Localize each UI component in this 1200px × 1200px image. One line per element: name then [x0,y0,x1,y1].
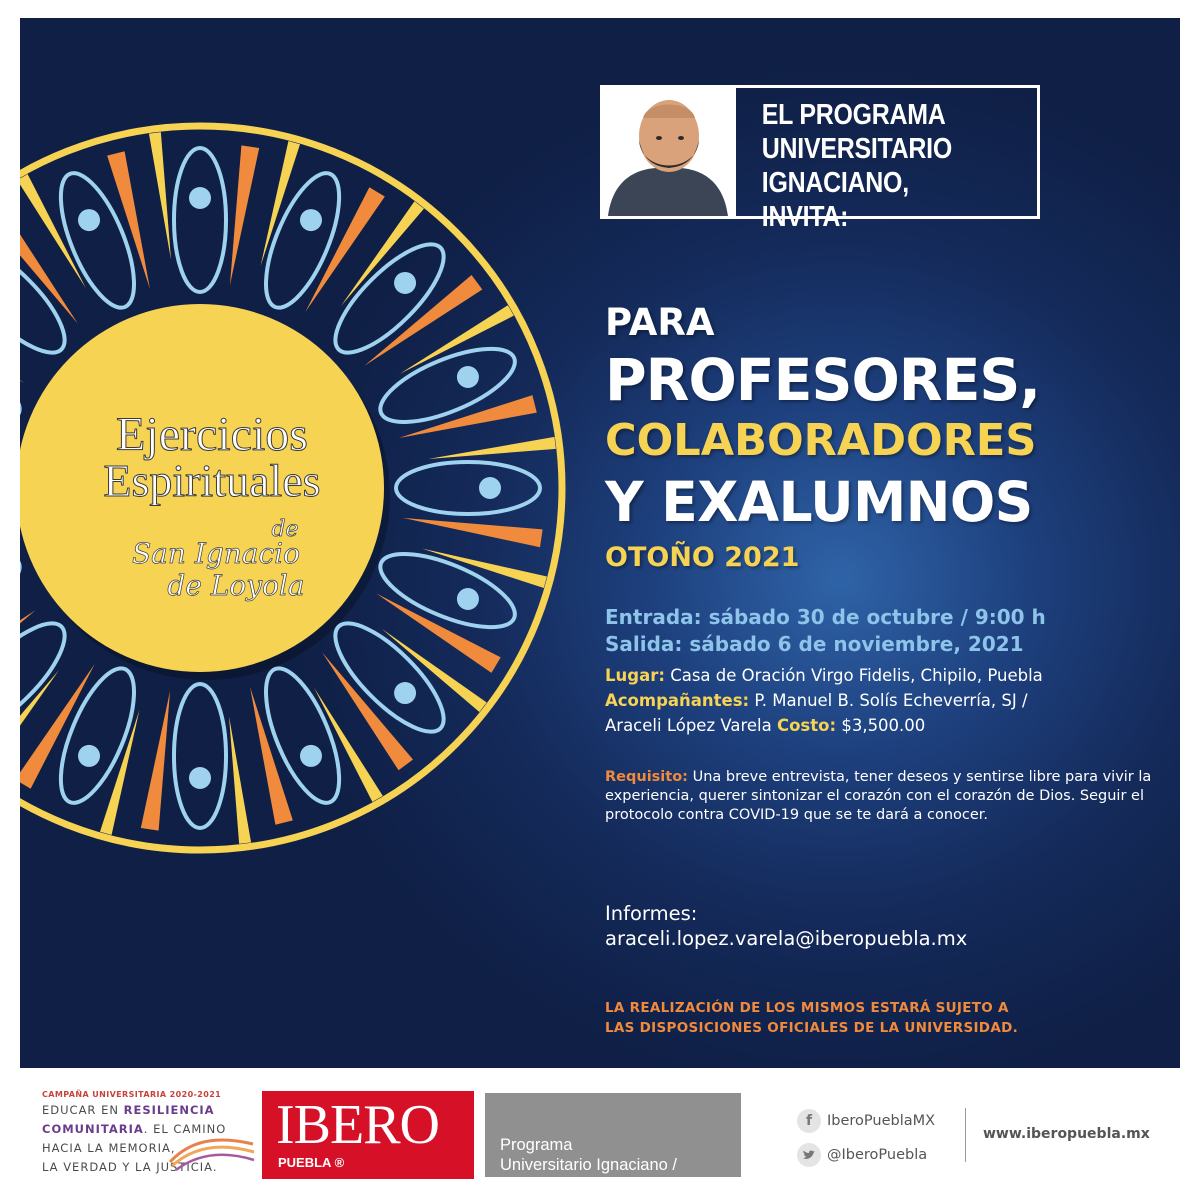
campaign-l2a: COMUNITARIA [42,1122,144,1136]
mandala-dot [479,477,501,499]
contact-email[interactable]: araceli.lopez.varela@iberopuebla.mx [605,927,968,950]
mandala-title-line4: San Ignacio [131,537,301,570]
acompanantes-value: P. Manuel B. Solís Echeverría, SJ / [749,691,1028,710]
acompanantes-label: Acompañantes: [605,691,750,710]
mandala-spike [376,593,501,673]
salida-date: Salida: sábado 6 de noviembre, 2021 [605,632,1024,656]
mandala-spike [229,716,251,844]
mandala-dot [394,682,416,704]
costo-value: $3,500.00 [836,716,926,735]
event-details [605,663,1165,738]
ibero-word: IBERO [276,1094,439,1156]
facebook-link[interactable] [797,1104,935,1138]
mandala-leaf [20,334,29,437]
san-ignacio-portrait-icon [603,88,736,216]
mandala-spike [20,174,86,288]
notice-line-2: LAS DISPOSICIONES OFICIALES DE LA UNIVERSIDAD. [605,1020,1018,1036]
contact-label: Informes: [605,902,698,925]
mandala-spike [149,132,171,260]
ibero-sub: PUEBLA ® [278,1155,345,1170]
event-poster [20,18,1180,1068]
ibero-logo[interactable] [262,1091,474,1179]
campaign-small: CAMPAÑA UNIVERSITARIA 2020-2021 [42,1090,222,1099]
mandala-leaf [396,462,540,514]
mandala-title-line5: de Loyola [167,569,305,602]
headline-para: PARA [605,301,715,344]
campaign-l2b: . EL CAMINO [143,1122,227,1136]
footer [0,1070,1200,1200]
event-schedule [605,604,1165,658]
footer-divider [965,1108,966,1162]
program-box [485,1093,741,1177]
headline-profesores: PROFESORES, [605,346,1041,414]
campaign-l1b: RESILIENCIA [123,1103,215,1117]
facebook-handle: IberoPueblaMX [827,1113,936,1129]
mandala-spike [20,610,35,701]
swirl-icon [168,1132,258,1172]
campaign-l1a: EDUCAR EN [42,1103,124,1117]
twitter-link[interactable] [797,1138,935,1172]
lugar-label: Lugar: [605,666,665,685]
mandala-leaf [20,608,80,747]
mandala-spike [20,664,95,789]
website-link[interactable]: www.iberopuebla.mx [983,1126,1150,1142]
mandala-dot [189,187,211,209]
headline-colaboradores: COLABORADORES [605,415,1037,466]
mandala-spike [107,151,150,289]
campaign-l4: LA VERDAD Y LA JUSTICIA. [42,1160,218,1174]
mandala-spike [305,187,385,312]
acompanantes-value-2: Araceli López Varela [605,716,777,735]
mandala-dot [189,767,211,789]
mandala-dot [78,745,100,767]
mandala-leaf [174,684,226,828]
program-line-1: Programa [500,1136,573,1154]
requirement [605,768,1155,825]
mandala-title-line3: de [271,517,299,542]
costo-label: Costo: [776,716,837,735]
invite-text [736,88,995,233]
headline-exalumnos: Y EXALUMNOS [605,470,1033,534]
mandala-spike [250,687,293,825]
requirement-text: Una breve entrevista, tener deseos y sentirse libre para vivir la experiencia, querer sintonizar el corazón con el corazón de Dios. Seguir el protocolo contra COVID-19 que se te dará a conocer. [605,769,1152,823]
requirement-label: Requisito: [605,769,688,785]
invite-header [600,85,1040,233]
contact-info [605,901,967,951]
lugar-value: Casa de Oración Virgo Fidelis, Chipilo, Puebla [664,666,1043,685]
twitter-icon [797,1143,821,1167]
mandala-leaf [174,148,226,292]
mandala-title-line2: Espirituales [103,455,321,506]
mandala-dot [394,272,416,294]
mandala-spike [428,437,556,459]
invite-line-1: EL PROGRAMA [761,99,946,131]
mandala-spike [314,688,383,802]
mandala-dot [78,209,100,231]
mandala-spike [230,145,259,285]
program-line-2: Universitario Ignaciano / [500,1156,678,1174]
entrada-date: Entrada: sábado 30 de octubre / 9:00 h [605,605,1046,629]
mandala-leaf [20,539,29,642]
campaign-l3: HACIA LA MEMORIA, [42,1141,176,1155]
mandala-dot [457,366,479,388]
mandala-dot [300,745,322,767]
headline-season: OTOÑO 2021 [605,542,800,573]
mandala-dot [457,588,479,610]
mandala-title-line1: Ejercicios [116,408,308,461]
mandala-dot [300,209,322,231]
mandala-spike [403,518,543,547]
official-notice [605,998,1018,1038]
invite-line-3: IGNACIANO, INVITA: [761,167,909,233]
mandala-spike [399,395,537,438]
facebook-icon: f [797,1109,821,1133]
mandala-spike [141,691,170,831]
twitter-handle: @IberoPuebla [827,1147,928,1163]
social-links [797,1104,935,1172]
mandala-graphic [20,18,600,1068]
invite-line-2: UNIVERSITARIO [761,133,952,165]
notice-line-1: LA REALIZACIÓN DE LOS MISMOS ESTARÁ SUJETO A [605,1000,1009,1016]
mandala-spike [400,305,514,374]
